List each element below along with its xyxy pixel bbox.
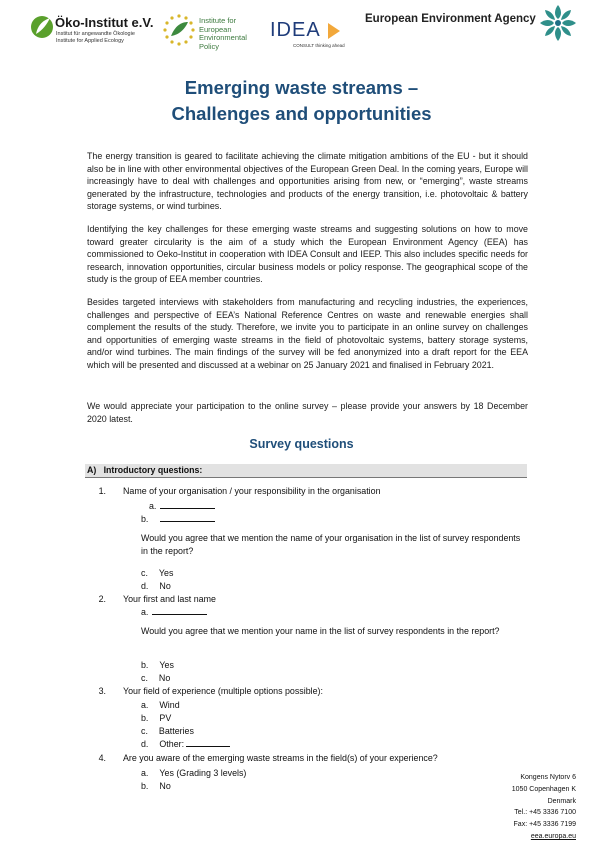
answer-blank[interactable] bbox=[186, 738, 230, 747]
address-phone: Tel.: +45 3336 7100 bbox=[514, 809, 576, 817]
ieep-line: Policy bbox=[199, 41, 220, 51]
eea-swirl-icon bbox=[537, 2, 579, 44]
option-letter: c. bbox=[141, 673, 148, 683]
q2-option-yes[interactable] bbox=[141, 659, 174, 671]
intro-paragraph: The energy transition is geared to facilitate achieving the climate mitigation ambitions of the EU - but it should also be in line with other environmental objectives of the European Green Deal. In the coming years, Europe will increasingly have to deal with challenges and opportunities arising from new, or “emerging”, waste streams generated by the infrastructure, technologies and products of the energy transition, i.e. photovoltaic & battery storage systems, or wind turbines. bbox=[87, 151, 528, 212]
oeko-subtitle-en: Institute for Applied Ecology bbox=[56, 37, 124, 44]
q2-answer-a[interactable] bbox=[141, 606, 207, 618]
option-label: No bbox=[159, 581, 171, 591]
eea-name: European Environment Agency bbox=[365, 13, 536, 25]
option-letter: d. bbox=[141, 581, 149, 591]
answer-blank[interactable] bbox=[160, 500, 215, 509]
option-label: Wind bbox=[159, 700, 180, 710]
eea-logo bbox=[537, 2, 579, 44]
q1-answer-a[interactable] bbox=[149, 500, 215, 512]
q3-option-other[interactable] bbox=[141, 738, 230, 750]
deadline-paragraph: We would appreciate your participation to the online survey – please provide your answers by 18 December 2020 latest. bbox=[87, 401, 528, 424]
ieep-line: European bbox=[199, 24, 232, 34]
q4-option-yes[interactable] bbox=[141, 767, 246, 779]
question-text: Name of your organisation / your responsibility in the organisation bbox=[123, 486, 381, 496]
option-label: PV bbox=[159, 713, 172, 723]
q4-option-no[interactable] bbox=[141, 780, 171, 792]
oeko-subtitle-de: Institut für angewandte Ökologie bbox=[56, 31, 135, 37]
option-label: Yes bbox=[158, 568, 174, 578]
q1-consent-question: Would you agree that we mention the name of your organisation in the list of survey respondents in the report? bbox=[141, 533, 521, 556]
option-label: Yes (Grading 3 levels) bbox=[159, 768, 247, 778]
oeko-leaf-icon bbox=[30, 12, 54, 42]
ieep-name bbox=[199, 17, 259, 51]
option-label: No bbox=[158, 673, 171, 683]
option-letter: d. bbox=[141, 739, 149, 749]
question-number: 2. bbox=[98, 594, 106, 604]
option-letter: c. bbox=[141, 726, 148, 736]
option-letter: b. bbox=[141, 660, 149, 670]
idea-consult-logo: IDEA bbox=[270, 19, 321, 41]
address-street: Kongens Nytorv 6 bbox=[520, 774, 576, 781]
option-label: Batteries bbox=[158, 726, 194, 736]
title-line-2: Challenges and opportunities bbox=[171, 103, 432, 124]
question-number: 4. bbox=[98, 753, 106, 763]
survey-invite-paragraph: Besides targeted interviews with stakeholders from manufacturing and recycling industries, the experiences, challenges and perspective of EEA’s National Reference Centres on waste and renewable energies shall complement the results of the study. Therefore, we invite you to participate in an online survey on challenges and opportunities of emerging waste streams in the field of photovoltaic systems, battery storage systems, and/or wind turbines. The main findings of the survey will be fed anonymized into a draft report for the EEA which will be presented and discussed at a webinar on 25 January 2021 and finalised in February 2021. bbox=[87, 297, 528, 370]
question-text: Your first and last name bbox=[123, 594, 216, 604]
question-number: 3. bbox=[98, 686, 106, 696]
q3-option-pv[interactable] bbox=[141, 712, 171, 724]
oeko-institut-name: Öko-Institut e.V. bbox=[55, 15, 154, 30]
question-number: 1. bbox=[98, 486, 106, 496]
q1-option-no[interactable] bbox=[141, 580, 171, 592]
page-title bbox=[0, 75, 603, 127]
option-letter: b. bbox=[141, 781, 149, 791]
q1-option-yes[interactable] bbox=[141, 567, 173, 579]
title-line-1: Emerging waste streams – bbox=[184, 77, 419, 98]
option-letter: a. bbox=[141, 700, 149, 710]
option-label: Yes bbox=[159, 660, 174, 670]
oeko-institut-subtitle bbox=[56, 31, 135, 44]
section-a-label: A) Introductory questions: bbox=[87, 465, 203, 475]
study-paragraph: Identifying the key challenges for these emerging waste streams and suggesting solutions on how to move toward greater circularity is the aim of a study which the European Environment Agency (EEA) has commissioned to Oeko-Institut in cooperation with IDEA Consult and IEEP. This also includes specific needs for research, innovation opportunities, circular business models or policy response. The geographical scope of the study is the group of EEA member countries. bbox=[87, 224, 528, 285]
oeko-institut-logo bbox=[30, 12, 54, 42]
address-fax: Fax: +45 3336 7199 bbox=[513, 821, 576, 829]
idea-triangle-icon bbox=[327, 22, 341, 45]
option-label: No bbox=[159, 781, 171, 791]
q3-option-wind[interactable] bbox=[141, 699, 180, 711]
q3-option-batteries[interactable] bbox=[141, 725, 194, 737]
question-text: Your field of experience (multiple options possible): bbox=[123, 686, 323, 696]
survey-heading: Survey questions bbox=[249, 437, 354, 451]
answer-blank[interactable] bbox=[152, 606, 207, 615]
option-letter: b. bbox=[141, 514, 149, 524]
eea-address bbox=[512, 772, 576, 843]
ieep-line: Environmental bbox=[199, 33, 247, 42]
ieep-logo bbox=[161, 12, 197, 48]
ieep-line: Institute for bbox=[199, 16, 237, 25]
q1-answer-b[interactable] bbox=[141, 513, 215, 525]
option-letter: c. bbox=[141, 568, 148, 578]
address-city: 1050 Copenhagen K bbox=[511, 785, 576, 793]
option-letter: a. bbox=[141, 607, 149, 617]
address-country: Denmark bbox=[547, 797, 576, 805]
idea-tagline: CONSULT thinking ahead bbox=[293, 43, 345, 48]
section-a-header bbox=[85, 464, 527, 478]
q2-option-no[interactable] bbox=[141, 672, 170, 684]
answer-blank[interactable] bbox=[160, 513, 215, 522]
eea-website-link[interactable]: eea.europa.eu bbox=[530, 832, 576, 840]
option-letter: a. bbox=[149, 501, 157, 511]
option-letter: a. bbox=[141, 768, 149, 778]
option-letter: b. bbox=[141, 713, 149, 723]
q2-consent-question: Would you agree that we mention your name in the list of survey respondents in the report? bbox=[141, 626, 500, 636]
question-text: Are you aware of the emerging waste streams in the field(s) of your experience? bbox=[123, 753, 438, 763]
option-label: Other: bbox=[159, 739, 185, 749]
ieep-star-icon bbox=[161, 12, 197, 48]
